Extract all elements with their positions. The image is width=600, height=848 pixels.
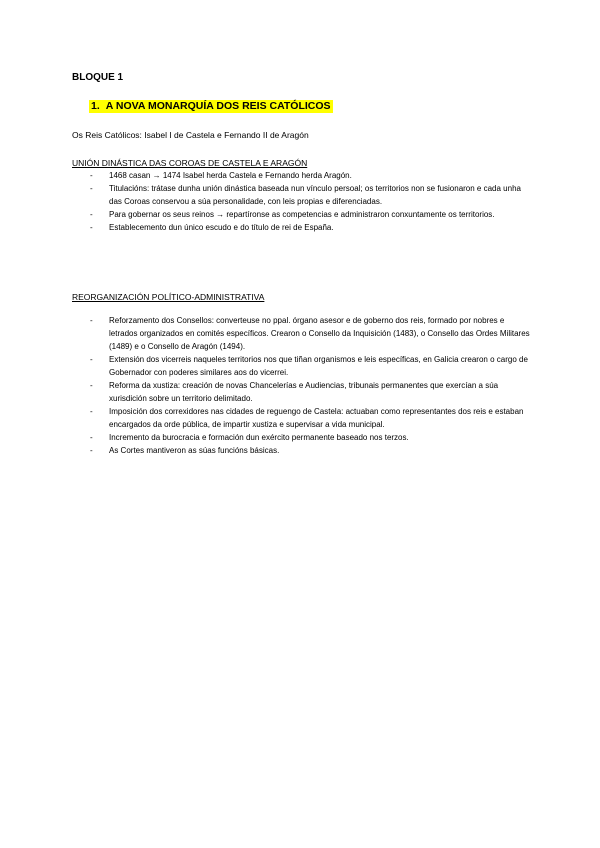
union-list: [72, 169, 532, 234]
list-dash: -: [90, 381, 93, 390]
list-dash: -: [90, 433, 93, 442]
list-item: - Titulacións: trátase dunha unión dinástica baseada nun vínculo persoal; os territorios non se fusionaron e cada unha das Coroas conservou a súa personalidade, con leis propias e diferenciadas.: [90, 184, 521, 206]
list-dash: -: [90, 316, 93, 325]
list-dash: -: [90, 446, 93, 455]
list-dash: -: [90, 223, 93, 232]
list-dash: -: [90, 210, 93, 219]
list-dash: -: [90, 184, 93, 193]
list-item: - Incremento da burocracia e formación dun exército permanente baseado nos terzos.: [90, 433, 409, 442]
list-item: - Reforzamento dos Consellos: converteuse no ppal. órgano asesor e de goberno dos reis, formado por nobres e letrados organizados en comités específicos. Crearon o Consello da Inquisición (1483), o Consello das Ordes Militares (1489) e o Consello de Aragón (1494).: [90, 316, 530, 351]
list-dash: -: [90, 407, 93, 416]
list-item: - As Cortes mantiveron as súas funcións básicas.: [90, 446, 280, 455]
block-label: BLOQUE 1: [72, 72, 124, 83]
subsection-title-reorganizacion: REORGANIZACIÓN POLÍTICO-ADMINISTRATIVA: [72, 292, 265, 302]
reorganizacion-list: [72, 314, 532, 457]
list-item: - Imposición dos correxidores nas cidades de reguengo de Castela: actuaban como representantes dos reis e estaban encargados da orde pública, de impartir xustiza e supervisar a vida municipal.: [90, 407, 524, 429]
section-heading: [89, 100, 333, 112]
heading-number: 1.: [91, 100, 100, 112]
list-dash: -: [90, 171, 93, 180]
intro-text: Os Reis Católicos: Isabel I de Castela e Fernando II de Aragón: [72, 130, 309, 140]
list-dash: -: [90, 355, 93, 364]
list-item: - Reforma da xustiza: creación de novas Chancelerías e Audiencias, tribunais permanentes que exercían a súa xurisdición sobre un territorio delimitado.: [90, 381, 499, 403]
list-item: - 1468 casan → 1474 Isabel herda Castela e Fernando herda Aragón.: [90, 171, 352, 180]
heading-title: A NOVA MONARQUÍA DOS REIS CATÓLICOS: [105, 100, 331, 112]
list-item: - Extensión dos vicerreis naqueles territorios nos que tiñan organismos e leis específicas, en Galicia crearon o cargo de Gobernador con poderes similares aos do vicerrei.: [90, 355, 528, 377]
heading-highlight: [89, 100, 333, 113]
list-item: - Establecemento dun único escudo e do título de rei de España.: [90, 223, 334, 232]
subsection-title-union: UNIÓN DINÁSTICA DAS COROAS DE CASTELA E ARAGÓN: [72, 158, 308, 168]
list-item: - Para gobernar os seus reinos → repartíronse as competencias e administraron conxuntamente os territorios.: [90, 210, 495, 219]
